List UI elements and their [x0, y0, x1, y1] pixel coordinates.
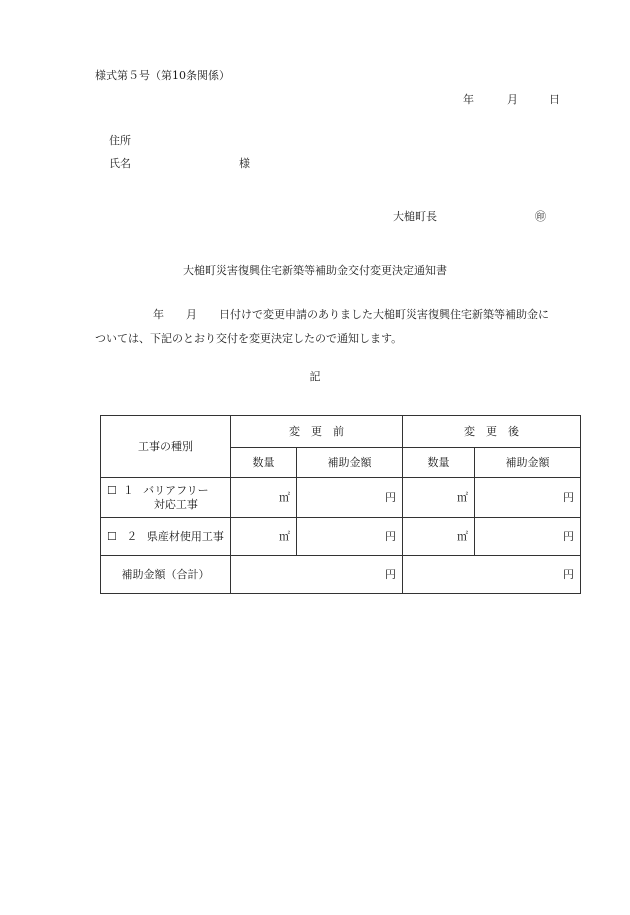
before-amount-cell: 円: [297, 518, 403, 556]
col-type-header: 工事の種別: [101, 416, 231, 478]
name-row: [109, 157, 250, 171]
date-month: 月: [507, 93, 518, 106]
group-after-header: 変 更 後: [403, 416, 581, 448]
body-line-2: ついては、下記のとおり交付を変更決定したので通知します。: [95, 332, 403, 345]
table-row: [101, 518, 581, 556]
after-amount-header: 補助金額: [475, 448, 581, 478]
ki-heading: 記: [309, 370, 321, 383]
before-quantity-cell: ㎡: [231, 478, 297, 518]
row-number: ２: [126, 529, 138, 543]
table-total-row: [101, 556, 581, 594]
row-label: 県産材使用工事: [146, 529, 224, 543]
row-type-cell: [101, 478, 231, 518]
before-quantity-cell: ㎡: [231, 518, 297, 556]
after-quantity-cell: ㎡: [403, 518, 475, 556]
row-type-cell: [101, 518, 231, 556]
total-after-cell: 円: [403, 556, 581, 594]
seal-mark: ㊞: [535, 210, 546, 223]
form-number: 様式第５号（第10条関係）: [95, 69, 230, 82]
total-label: 補助金額（合計）: [101, 556, 231, 594]
total-before-cell: 円: [231, 556, 403, 594]
document-title: 大槌町災害復興住宅新築等補助金交付変更決定通知書: [183, 264, 447, 277]
table-header-row-1: [101, 416, 581, 448]
body-line-1: 年 月 日付けで変更申請のありました大槌町災害復興住宅新築等補助金に: [153, 308, 549, 321]
before-amount-header: 補助金額: [297, 448, 403, 478]
after-quantity-header: 数量: [403, 448, 475, 478]
date-line: [463, 93, 560, 107]
before-quantity-header: 数量: [231, 448, 297, 478]
checkbox-icon[interactable]: ☐: [107, 529, 117, 543]
honorific: 様: [239, 157, 250, 170]
sender-title: 大槌町長: [393, 210, 437, 223]
subsidy-table: [100, 415, 581, 594]
checkbox-icon[interactable]: ☐: [107, 483, 117, 497]
row-number: １: [122, 483, 134, 497]
date-year: 年: [463, 93, 474, 106]
after-quantity-cell: ㎡: [403, 478, 475, 518]
address-label: 住所: [109, 134, 131, 147]
after-amount-cell: 円: [475, 518, 581, 556]
body-text: [95, 303, 585, 351]
name-label: 氏名: [109, 157, 131, 170]
after-amount-cell: 円: [475, 478, 581, 518]
row-label: バリアフリー対応工事: [143, 483, 209, 511]
before-amount-cell: 円: [297, 478, 403, 518]
group-before-header: 変 更 前: [231, 416, 403, 448]
table-row: [101, 478, 581, 518]
date-day: 日: [549, 93, 560, 106]
